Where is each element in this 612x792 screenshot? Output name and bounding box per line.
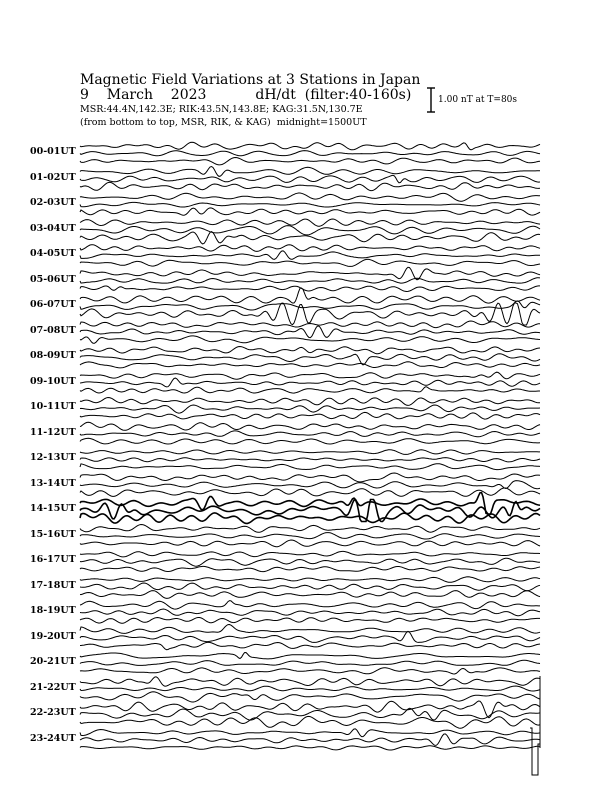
chart-title: Magnetic Field Variations at 3 Stations in Japan bbox=[80, 72, 421, 88]
order-note: (from bottom to top, MSR, RIK, & KAG) bbox=[80, 117, 271, 128]
trace-kag bbox=[80, 677, 540, 686]
hour-label: 20-21UT bbox=[30, 656, 76, 667]
trace-msr bbox=[80, 642, 540, 649]
subtitle-filter: (filter:40-160s) bbox=[304, 87, 412, 103]
trace-msr bbox=[80, 232, 540, 244]
trace-kag bbox=[80, 219, 540, 226]
trace-msr bbox=[80, 362, 540, 368]
hour-label: 00-01UT bbox=[30, 146, 76, 157]
hour-label: 10-11UT bbox=[30, 401, 76, 412]
trace-msr bbox=[80, 513, 540, 524]
trace-rik bbox=[80, 301, 540, 310]
hour-label: 12-13UT bbox=[30, 452, 76, 463]
trace-rik bbox=[80, 326, 540, 338]
trace-kag bbox=[80, 450, 540, 455]
trace-msr bbox=[80, 566, 540, 571]
trace-msr bbox=[80, 618, 540, 624]
hour-label: 21-22UT bbox=[30, 681, 76, 693]
trace-msr bbox=[80, 259, 540, 266]
trace-msr bbox=[80, 716, 540, 728]
hour-label: 18-19UT bbox=[30, 605, 76, 616]
trace-kag bbox=[80, 267, 540, 280]
hour-label: 15-16UT bbox=[30, 528, 76, 540]
trace-kag bbox=[80, 398, 540, 406]
trace-msr bbox=[80, 692, 540, 702]
trace-rik bbox=[80, 458, 540, 462]
trace-rik bbox=[80, 405, 540, 413]
trace-msr bbox=[80, 464, 540, 470]
subtitle-year: 2023 bbox=[170, 87, 207, 103]
trace-rik bbox=[80, 378, 540, 387]
trace-msr bbox=[80, 668, 540, 674]
hour-label: 14-15UT bbox=[30, 503, 76, 514]
trace-msr bbox=[80, 488, 540, 496]
hour-label: 22-23UT bbox=[30, 707, 76, 718]
trace-msr bbox=[80, 387, 540, 393]
trace-rik bbox=[80, 609, 540, 616]
trace-msr bbox=[80, 208, 540, 215]
stations-line: MSR:44.4N,142.3E; RIK:43.5N,143.8E; KAG:31.5N,130.7E bbox=[80, 104, 363, 115]
trace-msr bbox=[80, 336, 540, 343]
trace-msr bbox=[80, 746, 540, 750]
hour-label: 11-12UT bbox=[30, 426, 76, 438]
scale-bar-label: 1.00 nT at T=80s bbox=[438, 95, 518, 105]
trace-msr bbox=[80, 540, 540, 547]
trace-kag bbox=[80, 422, 540, 430]
trace-rik bbox=[80, 660, 540, 665]
final-spike bbox=[530, 728, 540, 775]
trace-rik bbox=[80, 558, 540, 566]
subtitle-month: March bbox=[106, 87, 153, 103]
trace-rik bbox=[80, 686, 540, 691]
hour-label: 09-10UT bbox=[30, 375, 76, 387]
trace-rik bbox=[80, 202, 540, 207]
hour-label: 08-09UT bbox=[30, 350, 76, 361]
trace-msr bbox=[80, 438, 540, 444]
trace-kag bbox=[80, 473, 540, 482]
trace-rik bbox=[80, 251, 540, 259]
trace-rik bbox=[80, 151, 540, 156]
trace-kag bbox=[80, 577, 540, 583]
trace-rik bbox=[80, 734, 540, 745]
trace-kag bbox=[80, 167, 540, 177]
trace-rik bbox=[80, 533, 540, 539]
trace-kag bbox=[80, 551, 540, 557]
midnight-note: midnight=1500UT bbox=[276, 117, 367, 128]
trace-msr bbox=[80, 158, 540, 165]
trace-kag bbox=[80, 601, 540, 610]
hour-label: 07-08UT bbox=[30, 324, 76, 336]
trace-kag bbox=[80, 245, 540, 252]
trace-msr bbox=[80, 286, 540, 292]
hour-label: 05-06UT bbox=[30, 273, 76, 285]
hour-label: 19-20UT bbox=[30, 630, 76, 642]
hour-label: 23-24UT bbox=[30, 732, 76, 744]
trace-rik bbox=[80, 175, 540, 183]
hour-label: 17-18UT bbox=[30, 579, 76, 591]
trace-rik bbox=[80, 481, 540, 489]
trace-kag bbox=[80, 625, 540, 634]
trace-rik bbox=[80, 631, 540, 642]
trace-rik bbox=[80, 226, 540, 235]
subtitle-quantity: dH/dt bbox=[255, 87, 296, 103]
trace-kag bbox=[80, 193, 540, 201]
trace-kag bbox=[80, 729, 540, 737]
subtitle-day: 9 bbox=[80, 87, 89, 103]
trace-kag bbox=[80, 525, 540, 533]
trace-msr bbox=[80, 412, 540, 419]
trace-rik bbox=[80, 278, 540, 283]
hour-label: 03-04UT bbox=[30, 222, 76, 234]
hour-label: 02-03UT bbox=[30, 197, 76, 208]
trace-msr bbox=[80, 591, 540, 599]
trace-rik bbox=[80, 431, 540, 437]
trace-kag bbox=[80, 493, 540, 515]
hour-label: 16-17UT bbox=[30, 554, 76, 565]
trace-kag bbox=[80, 142, 540, 150]
hour-label: 01-02UT bbox=[30, 171, 76, 183]
trace-msr bbox=[80, 182, 540, 190]
trace-kag bbox=[80, 653, 540, 659]
trace-kag bbox=[80, 372, 540, 379]
trace-kag bbox=[80, 347, 540, 354]
hour-label: 04-05UT bbox=[30, 248, 76, 259]
trace-kag bbox=[80, 288, 540, 303]
hour-label: 06-07UT bbox=[30, 299, 76, 310]
hour-label: 13-14UT bbox=[30, 477, 76, 489]
trace-rik bbox=[80, 583, 540, 591]
